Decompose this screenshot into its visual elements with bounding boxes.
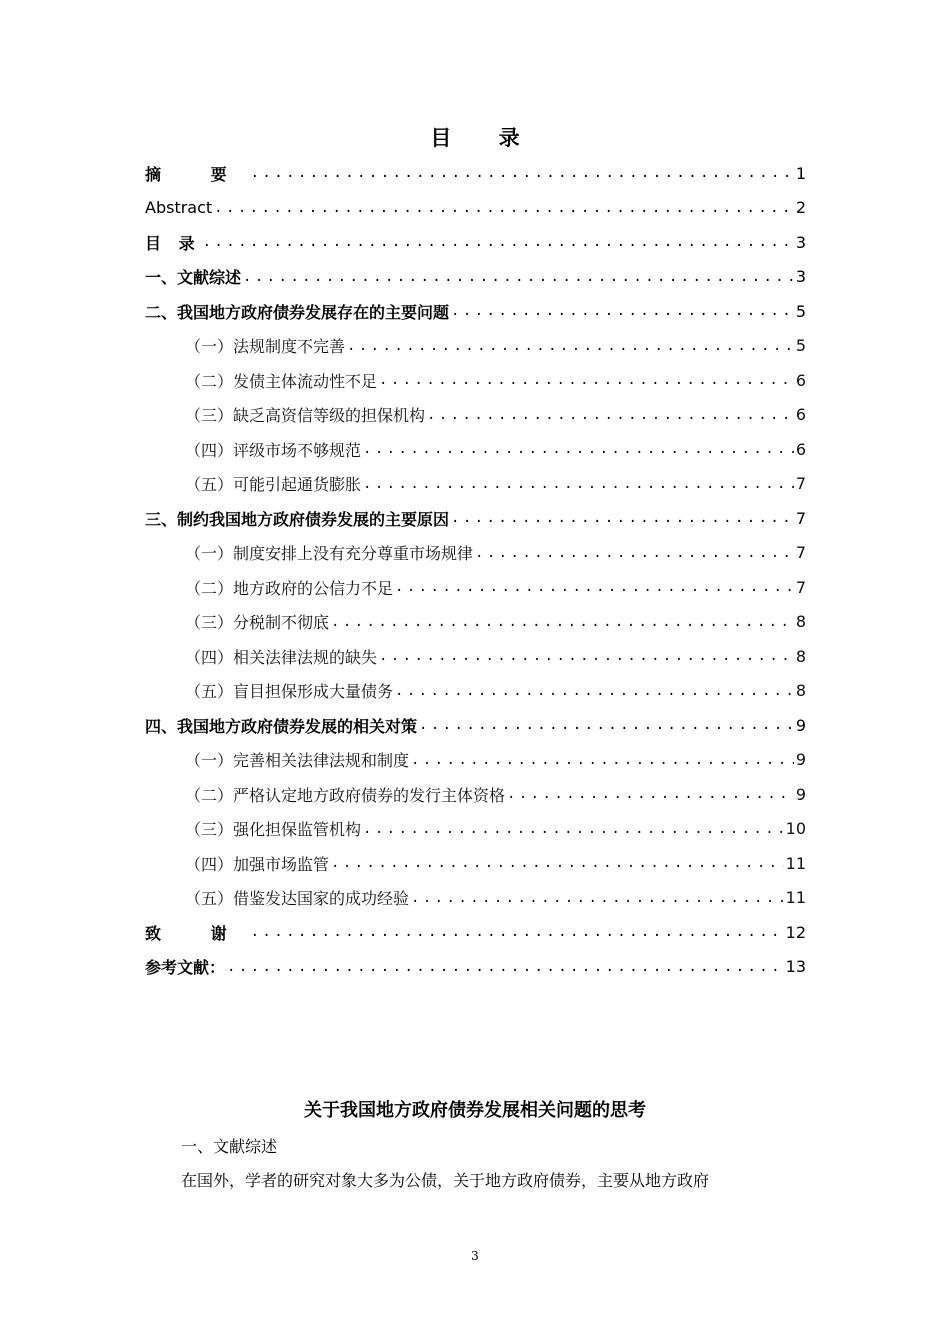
toc-subentry[interactable]	[145, 570, 806, 605]
toc-subentry[interactable]	[145, 363, 806, 398]
toc-entry-page: 6	[795, 370, 806, 390]
toc-entry-page: 11	[785, 888, 806, 908]
toc-entry-text: （四）加强市场监管	[185, 854, 330, 874]
toc-entry-page: 8	[795, 681, 806, 701]
toc-leader-dots	[419, 716, 794, 734]
toc-entry[interactable]	[145, 915, 806, 950]
toc-entry-page: 5	[795, 336, 806, 356]
toc-subentry[interactable]	[145, 432, 806, 467]
toc-leader-dots	[507, 785, 794, 803]
toc-leader-dots	[363, 820, 784, 838]
toc-leader-dots	[251, 923, 784, 941]
toc-leader-dots	[203, 233, 794, 251]
toc-leader-dots	[451, 302, 794, 320]
page-number: 3	[471, 1249, 479, 1263]
toc-entry-text: （三）缺乏高资信等级的担保机构	[185, 406, 426, 426]
toc-entry[interactable]	[145, 225, 806, 260]
toc-entry-text: （五）可能引起通货膨胀	[185, 475, 362, 495]
toc-subentry[interactable]	[145, 812, 806, 847]
toc-entry-text: 二、我国地方政府债券发展存在的主要问题	[145, 302, 450, 322]
toc-entry-text: 三、制约我国地方政府债券发展的主要原因	[145, 509, 450, 529]
toc-leader-dots	[251, 164, 794, 182]
toc-subentry[interactable]	[145, 674, 806, 709]
toc-entry-text: （三）强化担保监管机构	[185, 820, 362, 840]
toc-entry-page: 13	[785, 957, 806, 977]
toc-leader-dots	[451, 509, 794, 527]
toc-leader-dots	[363, 475, 794, 493]
toc-leader-dots	[243, 268, 794, 286]
toc-entry-text: 目 录	[145, 233, 201, 253]
toc-subentry[interactable]	[145, 605, 806, 640]
toc-entry-page: 1	[795, 163, 806, 183]
toc-leader-dots	[411, 889, 784, 907]
toc-entry-text: （三）分税制不彻底	[185, 613, 330, 633]
toc-entry[interactable]	[145, 191, 806, 226]
toc-entry-text: （一）完善相关法律法规和制度	[185, 751, 410, 771]
toc-subentry[interactable]	[145, 777, 806, 812]
toc-entry[interactable]	[145, 950, 806, 985]
toc-leader-dots	[411, 751, 794, 769]
toc-entry-page: 12	[785, 922, 806, 942]
body-paragraph: 在国外，学者的研究对象大多为公债，关于地方政府债券，主要从地方政府	[181, 1171, 710, 1190]
toc-entry-page: 7	[795, 474, 806, 494]
toc-entry-text: 致 谢	[145, 923, 249, 943]
toc-subentry[interactable]	[145, 881, 806, 916]
toc-subentry[interactable]	[145, 398, 806, 433]
toc-entry-page: 8	[795, 646, 806, 666]
toc-entry-page: 11	[785, 853, 806, 873]
toc-entry-text: 摘 要	[145, 164, 249, 184]
toc-subentry[interactable]	[145, 639, 806, 674]
toc-entry-page: 2	[795, 198, 806, 218]
toc-leader-dots	[395, 682, 794, 700]
toc-entry-page: 9	[795, 715, 806, 735]
toc-entry-page: 7	[795, 577, 806, 597]
toc-entry-text: （四）相关法律法规的缺失	[185, 647, 378, 667]
toc-entry-page: 5	[795, 301, 806, 321]
toc-subentry[interactable]	[145, 846, 806, 881]
toc-entry[interactable]	[145, 156, 806, 191]
toc-entry-text: 一、文献综述	[145, 268, 242, 288]
toc-entry-page: 9	[795, 784, 806, 804]
toc-entry-page: 8	[795, 612, 806, 632]
toc-entry-page: 7	[795, 543, 806, 563]
toc-entry-page: 6	[795, 405, 806, 425]
toc-entry-page: 7	[795, 508, 806, 528]
toc-entry-page: 3	[795, 267, 806, 287]
toc-entry[interactable]	[145, 708, 806, 743]
toc-leader-dots	[347, 337, 794, 355]
toc-entry-text: （五）借鉴发达国家的成功经验	[185, 889, 410, 909]
toc-subentry[interactable]	[145, 329, 806, 364]
toc-leader-dots	[227, 958, 784, 976]
toc-subentry[interactable]	[145, 536, 806, 571]
toc-entry-text: Abstract	[145, 198, 213, 218]
toc-entry-text: （二）严格认定地方政府债券的发行主体资格	[185, 785, 506, 805]
paper-title: 关于我国地方政府债券发展相关问题的思考	[304, 1100, 646, 1121]
toc-entry-page: 9	[795, 750, 806, 770]
toc-entry-text: （二）发债主体流动性不足	[185, 371, 378, 391]
toc-entry-text: 参考文献：	[145, 958, 226, 978]
toc-leader-dots	[395, 578, 794, 596]
toc-entry[interactable]	[145, 260, 806, 295]
toc-leader-dots	[475, 544, 794, 562]
toc-entry-page: 10	[785, 819, 806, 839]
toc-entry-text: （一）法规制度不完善	[185, 337, 346, 357]
section-heading: 一、文献综述	[181, 1137, 278, 1156]
toc-subentry[interactable]	[145, 467, 806, 502]
toc-leader-dots	[214, 199, 794, 217]
toc-entry[interactable]	[145, 294, 806, 329]
toc-leader-dots	[363, 440, 794, 458]
table-of-contents	[145, 156, 806, 984]
toc-entry-page: 6	[795, 439, 806, 459]
toc-leader-dots	[379, 371, 794, 389]
toc-leader-dots	[331, 613, 794, 631]
toc-title: 目 录	[430, 126, 540, 150]
toc-leader-dots	[427, 406, 794, 424]
toc-leader-dots	[379, 647, 794, 665]
toc-entry-page: 3	[795, 232, 806, 252]
toc-entry[interactable]	[145, 501, 806, 536]
toc-entry-text: （一）制度安排上没有充分尊重市场规律	[185, 544, 474, 564]
toc-leader-dots	[331, 854, 784, 872]
toc-entry-text: （二）地方政府的公信力不足	[185, 578, 394, 598]
toc-subentry[interactable]	[145, 743, 806, 778]
toc-entry-text: （四）评级市场不够规范	[185, 440, 362, 460]
toc-entry-text: （五）盲目担保形成大量债务	[185, 682, 394, 702]
toc-entry-text: 四、我国地方政府债券发展的相关对策	[145, 716, 418, 736]
